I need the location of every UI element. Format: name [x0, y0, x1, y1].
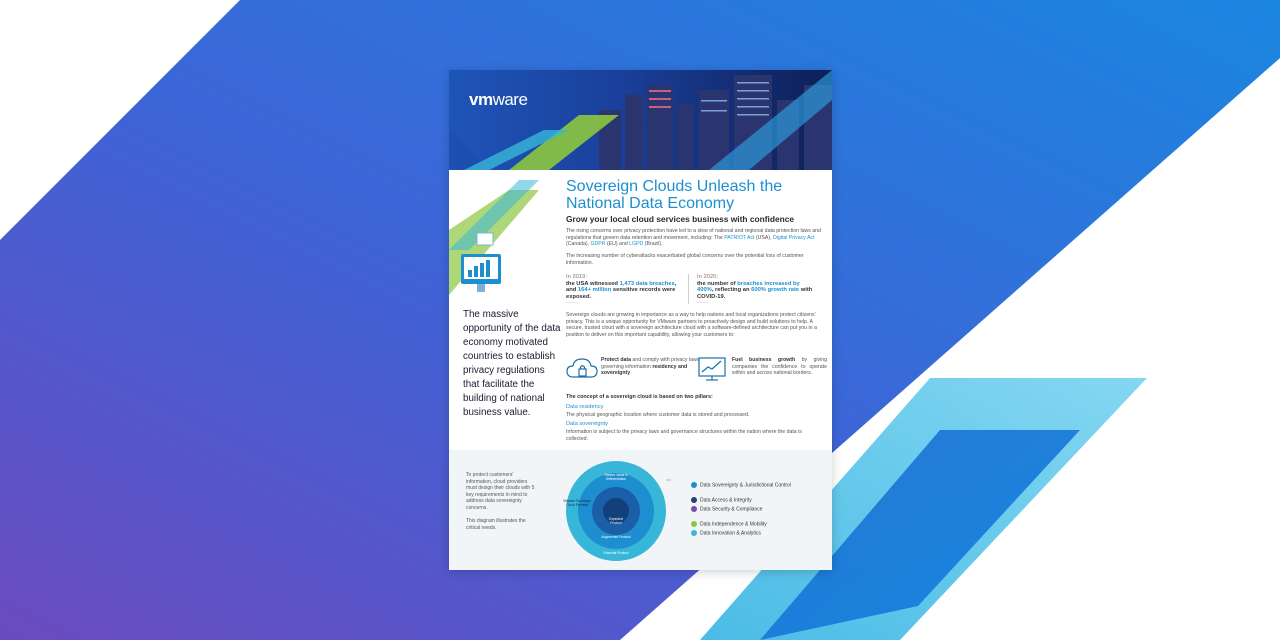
feature-protect-bold-2: residency and sovereignty — [601, 363, 688, 377]
stat-2019 — [566, 274, 686, 307]
stat-2020-dash: —— — [697, 300, 709, 307]
legend-dot — [691, 506, 697, 512]
lgpd-link[interactable]: LGPD — [629, 241, 644, 248]
pillar-title-sovereignty: Data sovereignty — [566, 421, 608, 427]
legend-item-independence — [691, 521, 767, 527]
gdpr-link[interactable]: GDPR — [590, 241, 606, 248]
requirements-text: To protect customers' information, cloud providers must design their clouds with 5 key requirements in mind to address data sovereignty concerns. — [466, 472, 535, 511]
ring-label-top: Partner Value & Differentiation — [604, 473, 628, 481]
legend-dot — [691, 530, 697, 536]
stat-2020-text-a: the number of — [697, 280, 738, 287]
document-title: Sovereign Clouds Unleash the National Data Economy — [566, 178, 783, 212]
legend-label: Data Sovereignty & Jurisdictional Control — [700, 482, 791, 489]
stat-2019-text-a: the USA witnessed — [566, 280, 620, 287]
stat-2019-dash: —— — [566, 300, 578, 307]
intro-text-3: (Canada), — [566, 241, 591, 248]
legend-label: Data Security & Compliance — [700, 506, 763, 513]
legend-label: Data Access & Integrity — [700, 497, 752, 504]
logo-vm: vm — [469, 90, 493, 109]
stats-divider — [688, 274, 689, 304]
stat-2019-year: In 2019: — [566, 274, 587, 280]
hero-city-image — [449, 70, 832, 170]
stat-2019-highlight-2: 164+ million — [577, 287, 612, 294]
legend-label: Data Innovation & Analytics — [700, 530, 761, 537]
stat-2020-highlight-2: 600% growth rate — [751, 287, 800, 294]
feature-growth-text: by giving companies the confidence to operate within and across national borders. — [732, 357, 827, 377]
patriot-act-link[interactable]: PATRIOT Act — [724, 234, 755, 241]
legend-dot — [691, 497, 697, 503]
analytics-illustration — [449, 170, 564, 300]
pull-quote: The massive opportunity of the data economy motivated countries to establish privacy regulations that facilitate the building of national business value. — [463, 309, 561, 418]
logo-ware: ware — [492, 90, 528, 109]
ring-label-left: VMware Sovereign Cloud Promise — [563, 499, 591, 507]
feature-fuel-growth — [732, 357, 827, 377]
legend-item-security — [691, 506, 763, 512]
legend-dot — [691, 482, 697, 488]
pillars-heading: The concept of a sovereign cloud is based on two pillars: — [566, 394, 713, 400]
legend-dot — [691, 521, 697, 527]
stat-2020-year: In 2020: — [697, 274, 718, 280]
ring-label-center: Expected Product — [609, 517, 623, 525]
requirements-section — [449, 450, 832, 570]
growth-chart-icon — [697, 356, 727, 382]
datasheet-document — [449, 70, 832, 570]
vmware-logo — [469, 90, 527, 110]
intro-text-2: (USA), — [754, 234, 773, 241]
legend-item-access — [691, 497, 752, 503]
stat-2020 — [697, 274, 817, 307]
legend-label: Data Independence & Mobility — [700, 521, 767, 528]
feature-protect-text-1: and comply with privacy laws governing information — [601, 357, 700, 370]
feature-protect-text-2: . — [630, 370, 632, 377]
pillar-title-residency: Data residency — [566, 404, 604, 410]
legend-item-sovereignty — [691, 482, 791, 488]
stat-2020-text-c: with COVID-19. — [697, 287, 813, 300]
ring-label-bottom: Potential Product — [603, 551, 629, 555]
intro-text-5: (Brazil). — [643, 241, 663, 248]
stat-2020-text-b: , reflecting an — [711, 287, 752, 294]
stat-2019-text-c: sensitive records were exposed. — [566, 287, 676, 300]
feature-protect-bold-1: Protect data — [601, 357, 631, 363]
stat-2019-highlight-1: 1,473 data breaches — [619, 280, 675, 287]
intro-text-1: The rising concerns over privacy protection have led to a slew of national and regional data protection laws and regulations that govern data retention and movement, including: The — [566, 228, 821, 241]
requirements-note: This diagram illustrates the critical needs. — [466, 518, 526, 531]
feature-growth-bold: Fuel business growth — [732, 357, 796, 363]
document-subtitle: Grow your local cloud services business with confidence — [566, 214, 795, 224]
intro-paragraph-2: The increasing number of cyberattacks exacerbated global concerns over the potential loss of customer information. — [566, 253, 804, 266]
pillar-text-residency: The physical geographic location where customer data is stored and processed. — [566, 412, 750, 418]
pillar-text-sovereignty: Information is subject to the privacy laws and governance structures within the nation where the data is collected. — [566, 429, 802, 442]
legend-item-innovation — [691, 530, 761, 536]
stat-2020-highlight-1: breaches increased by 400% — [697, 280, 800, 294]
stat-2019-text-b: , and — [566, 280, 677, 294]
body-paragraph: Sovereign clouds are growing in importance as a way to help nations and local organizations protect citizens' privacy. This is a unique opportunity for VMware partners to proactively design and build solutions to help. A secure, trusted cloud with a sovereign architecture cloud with a software-defined architecture can put you in a position to deliver on this important capability, allowing your customers to: — [566, 312, 817, 338]
ring-label-lower: Augmented Product — [601, 535, 631, 539]
intro-text-4: (EU) and — [605, 241, 630, 248]
digital-privacy-act-link[interactable]: Digital Privacy Act — [772, 234, 815, 241]
cloud-lock-icon — [565, 355, 599, 381]
intro-paragraph — [566, 228, 821, 248]
